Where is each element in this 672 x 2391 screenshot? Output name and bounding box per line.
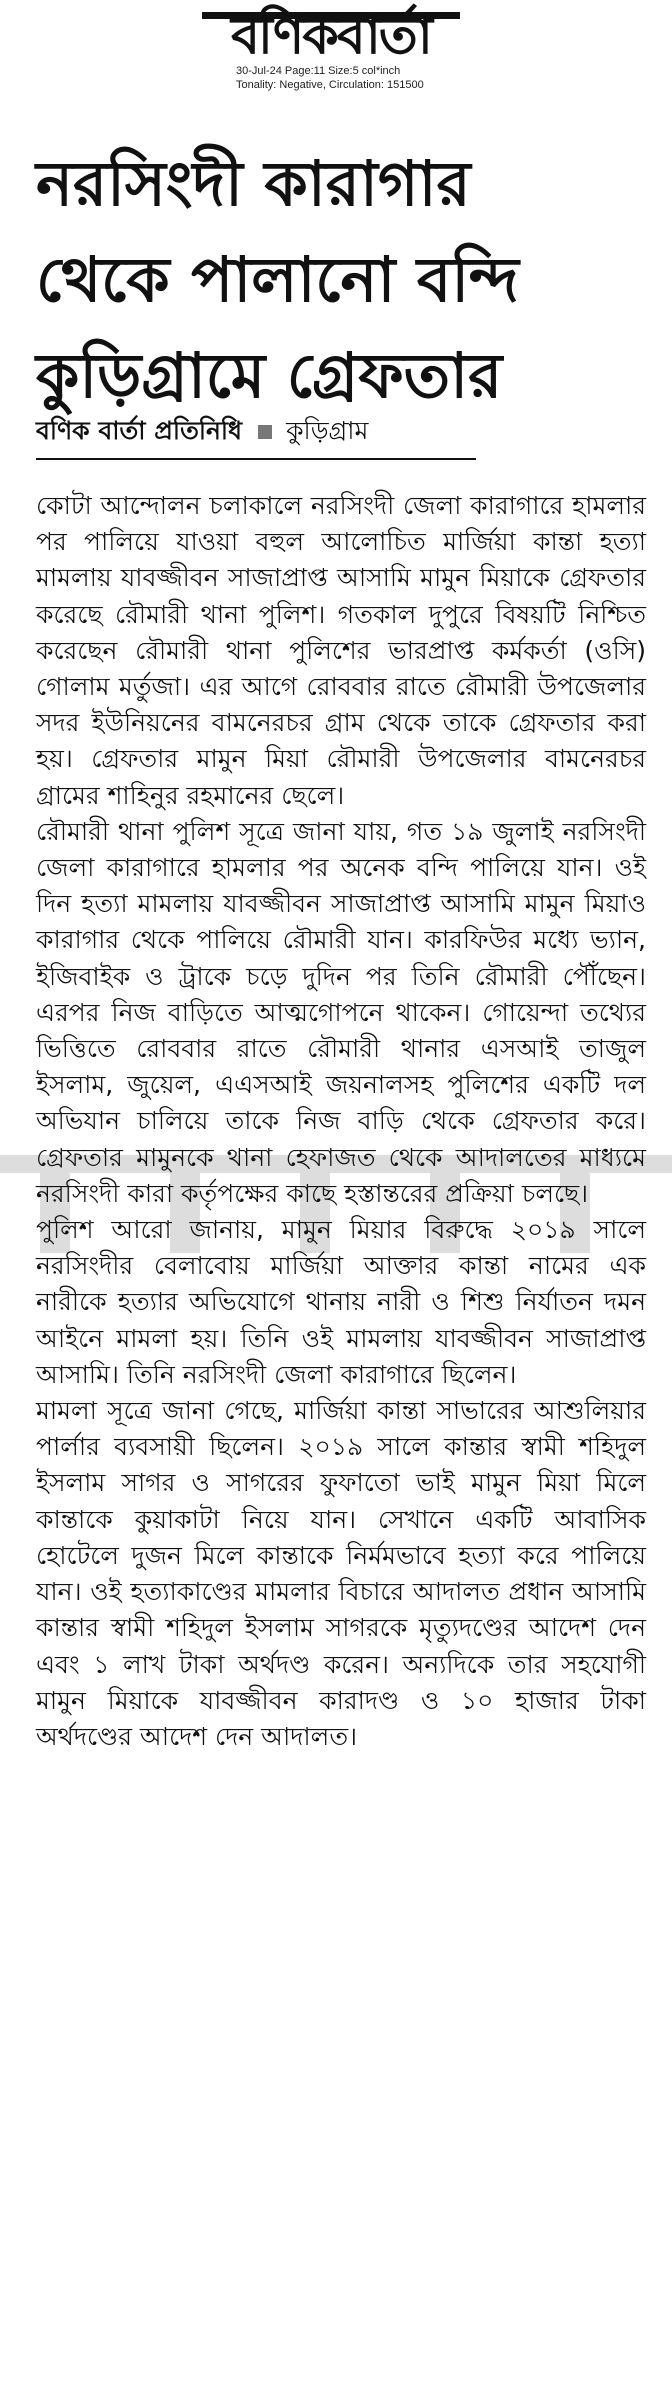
byline-reporter: বণিক বার্তা প্রতিনিধি xyxy=(36,415,243,445)
logo-text: বণিকবার্তা xyxy=(231,5,431,66)
article-paragraph-2: রৌমারী থানা পুলিশ সূত্রে জানা যায়, গত ১৯ জুলাই নরসিংদী জেলা কারাগারে হামলার পর অনেক বন্দি পালিয়ে যান। ওই দিন হত্যা মামলায় যাবজ্জীবন সাজাপ্রাপ্ত আসামি মামুন মিয়াও কারাগার থেকে পালিয়ে রৌমারী যান। কারফিউর মধ্যে ভ্যান, ইজিবাইক ও ট্রাকে চড়ে দুদিন পর তিনি রৌমারী পৌঁছেন। এরপর নিজ বাড়িতে আত্মগোপনে থাকেন। গোয়েন্দা তথ্যের ভিত্তিতে রোববার রাতে রৌমারী থানার এসআই তাজুল ইসলাম, জুয়েল, এএসআই জয়নালসহ পুলিশের একটি দল অভিযান চালিয়ে তাকে নিজ বাড়ি থেকে গ্রেফতার করে। গ্রেফতার মামুনকে থানা হেফাজত থেকে আদালতের মাধ্যমে নরসিংদী কারা কর্তৃপক্ষের কাছে হস্তান্তরের প্রক্রিয়া চলছে। xyxy=(36,816,646,1208)
square-bullet-icon xyxy=(258,425,272,439)
article-paragraph-1: কোটা আন্দোলন চলাকালে নরসিংদী জেলা কারাগারে হামলার পর পালিয়ে যাওয়া বহুল আলোচিত মার্জিয়া কান্তা হত্যা মামলায় যাবজ্জীবন সাজাপ্রাপ্ত আসামি মামুন মিয়াকে গ্রেফতার করেছে রৌমারী থানা পুলিশ। গতকাল দুপুরে বিষয়টি নিশ্চিত করেছেন রৌমারী থানা পুলিশের ভারপ্রাপ্ত কর্মকর্তা (ওসি) গোলাম মর্তুজা। এর আগে রোববার রাতে রৌমারী উপজেলার সদর ইউনিয়নের বামনেরচর গ্রাম থেকে তাকে গ্রেফতার করা হয়। গ্রেফতার মামুন মিয়া রৌমারী উপজেলার বামনেরচর গ্রামের শাহিনুর রহমানের ছেলে। xyxy=(36,491,646,810)
headline-line-3: কুড়িগ্রামে গ্রেফতার xyxy=(36,339,503,412)
newspaper-logo xyxy=(196,4,466,68)
byline-place: কুড়িগ্রাম xyxy=(286,415,369,445)
article-body xyxy=(36,488,646,1755)
byline xyxy=(36,412,368,452)
headline-line-1: নরসিংদী কারাগার xyxy=(36,147,471,220)
headline-line-2: থেকে পালানো বন্দি xyxy=(36,243,519,316)
article-paragraph-4: মামলা সূত্রে জানা গেছে, মার্জিয়া কান্তা সাভারের আশুলিয়ার পার্লার ব্যবসায়ী ছিলেন। ২০১৯ সালে কান্তার স্বামী শহিদুল ইসলাম সাগর ও সাগরের ফুফাতো ভাই মামুন মিয়া মিলে কান্তাকে কুয়াকাটা নিয়ে যান। সেখানে একটি আবাসিক হোটেলে দুজন মিলে কান্তাকে নির্মমভাবে হত্যা করে পালিয়ে যান। ওই হত্যাকাণ্ডের মামলার বিচারে আদালত প্রধান আসামি কান্তার স্বামী শহিদুল ইসলাম সাগরকে মৃত্যুদণ্ডের আদেশ দেন এবং ১ লাখ টাকা অর্থদণ্ড করেন। অন্যদিকে তার সহযোগী মামুন মিয়াকে যাবজ্জীবন কারাদণ্ড ও ১০ হাজার টাকা অর্থদণ্ডের আদেশ দেন আদালত। xyxy=(36,1396,646,1751)
byline-divider xyxy=(36,458,476,460)
masthead xyxy=(0,0,672,125)
article-paragraph-3: পুলিশ আরো জানায়, মামুন মিয়ার বিরুদ্ধে ২০১৯ সালে নরসিংদীর বেলাবোয় মার্জিয়া আক্তার কান্তা নামের এক নারীকে হত্যার অভিযোগে থানায় নারী ও শিশু নির্যাতন দমন আইনে মামলা হয়। তিনি ওই মামলায় যাবজ্জীবন সাজাপ্রাপ্ত আসামি। তিনি নরসিংদী জেলা কারাগারে ছিলেন। xyxy=(36,1215,646,1389)
clipping-meta-date-page: 30-Jul-24 Page:11 Size:5 col*inch xyxy=(236,65,401,77)
clipping-meta-tonality: Tonality: Negative, Circulation: 151500 xyxy=(236,79,424,91)
article-headline xyxy=(36,136,646,424)
